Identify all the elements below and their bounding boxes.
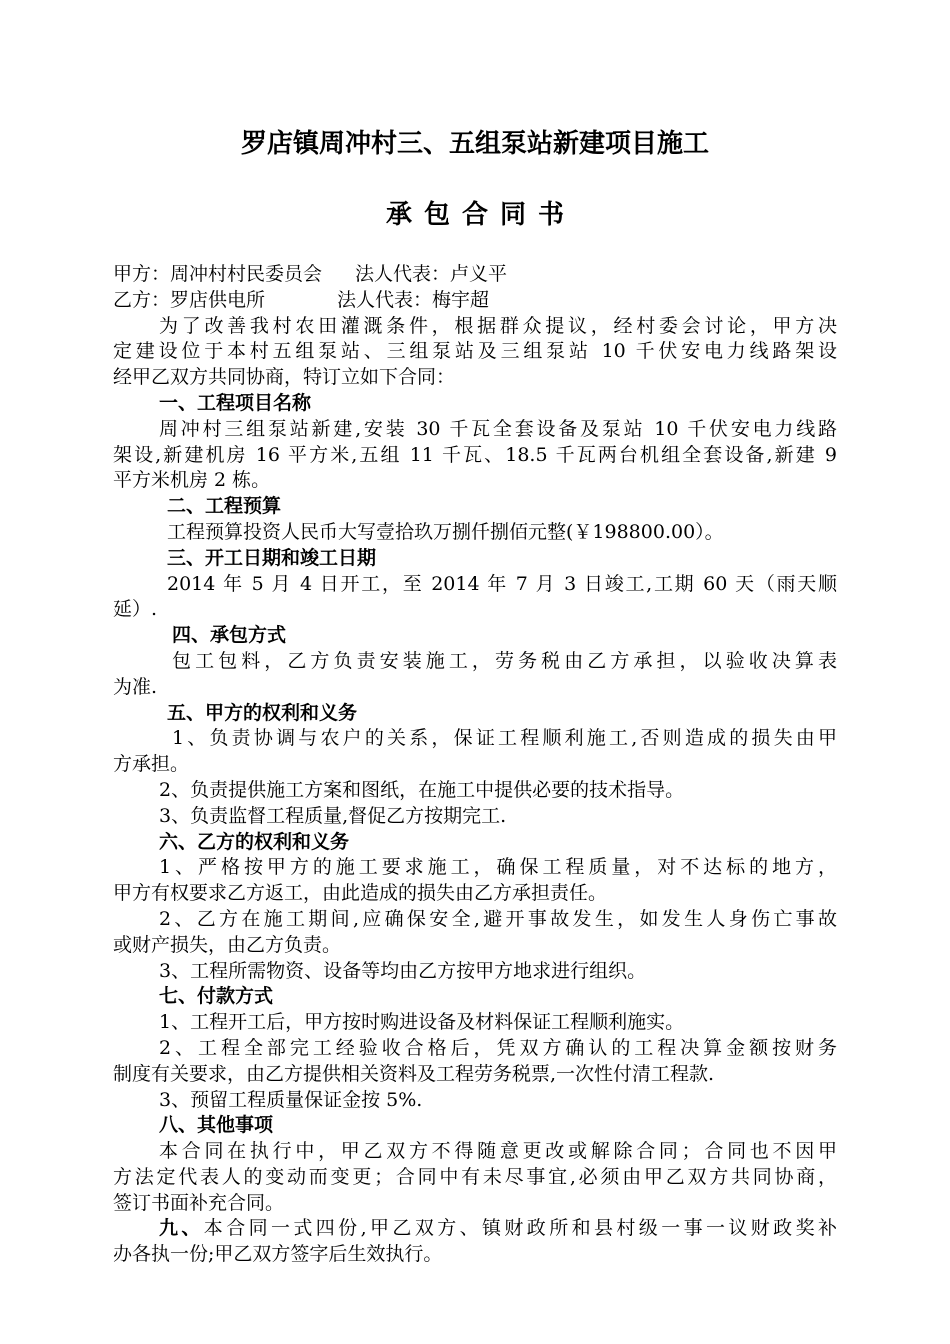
section-line: 方法定代表人的变动而变更；合同中有未尽事宜,必须由甲乙双方共同协商， <box>113 1165 837 1188</box>
section-line: 2、负责提供施工方案和图纸，在施工中提供必要的技术指导。 <box>159 778 685 801</box>
section-line: 1、负责协调与农户的关系，保证工程顺利施工,否则造成的损失由甲 <box>172 727 837 750</box>
intro-line: 为了改善我村农田灌溉条件，根据群众提议，经村委会讨论，甲方决 <box>159 314 837 337</box>
section-line: 2、工程全部完工经验收合格后，凭双方确认的工程决算金额按财务 <box>159 1036 837 1059</box>
party-b-line <box>113 288 837 314</box>
party-a-name: 甲方：周冲村村民委员会 <box>113 263 323 285</box>
section-line: 或财产损失，由乙方负责。 <box>113 933 342 956</box>
section-line: 1、严格按甲方的施工要求施工，确保工程质量，对不达标的地方， <box>159 856 837 879</box>
section-line: 制度有关要求，由乙方提供相关资料及工程劳务税票,一次性付清工程款. <box>113 1062 715 1085</box>
document-subtitle: 承包合同书 <box>385 200 576 230</box>
section-heading: 九、 <box>159 1217 204 1240</box>
section-line: 办各执一份;甲乙双方签字后生效执行。 <box>113 1243 443 1266</box>
intro-line: 经甲乙双方共同协商，特订立如下合同： <box>113 366 456 389</box>
party-a-line <box>113 262 837 288</box>
section-line-text: 本合同一式四份,甲乙双方、镇财政所和县村级一事一议财政奖补 <box>203 1217 837 1240</box>
party-b-representative: 法人代表：梅宇超 <box>337 288 490 311</box>
section-heading: 六、乙方的权利和义务 <box>159 830 350 853</box>
section-line: 工程预算投资人民币大写壹拾玖万捌仟捌佰元整(￥198800.00）。 <box>167 520 724 543</box>
section-line: 本合同在执行中，甲乙双方不得随意更改或解除合同；合同也不因甲 <box>159 1140 837 1163</box>
section-heading: 四、承包方式 <box>172 624 287 647</box>
section-line: 1、工程开工后，甲方按时购进设备及材料保证工程顺利施实。 <box>159 1011 685 1034</box>
section-line: 签订书面补充合同。 <box>113 1191 285 1214</box>
section-line: 包工包料，乙方负责安装施工，劳务税由乙方承担，以验收决算表 <box>172 649 837 672</box>
section-line: 方承担。 <box>113 753 190 776</box>
section-line: 3、负责监督工程质量,督促乙方按期完工. <box>159 804 507 827</box>
section-line: 3、预留工程质量保证金按 5%. <box>159 1088 423 1111</box>
section-line: 为准. <box>113 675 158 698</box>
section-line: 甲方有权要求乙方返工，由此造成的损失由乙方承担责任。 <box>113 882 608 905</box>
section-heading: 五、甲方的权利和义务 <box>167 701 358 724</box>
party-a-representative: 法人代表：卢义平 <box>355 263 508 285</box>
section-heading: 七、付款方式 <box>159 985 274 1008</box>
intro-line: 定建设位于本村五组泵站、三组泵站及三组泵站 10 千伏安电力线路架设 <box>113 340 837 363</box>
section-heading: 三、开工日期和竣工日期 <box>167 546 377 569</box>
section-heading: 八、其他事项 <box>159 1114 274 1137</box>
contract-body <box>113 262 837 1268</box>
section-line: 3、工程所需物资、设备等均由乙方按甲方地求进行组织。 <box>159 959 647 982</box>
section-line <box>113 1216 837 1242</box>
section-line: 架设,新建机房 16 平方米,五组 11 千瓦、18.5 千瓦两台机组全套设备,新建 9 <box>113 443 837 466</box>
section-line: 2、乙方在施工期间,应确保安全,避开事故发生，如发生人身伤亡事故 <box>159 907 837 930</box>
section-line: 2014 年 5 月 4 日开工，至 2014 年 7 月 3 日竣工,工期 60 天（雨天顺 <box>167 572 837 595</box>
section-line: 平方米机房 2 栋。 <box>113 469 271 492</box>
section-heading: 一、工程项目名称 <box>159 391 312 414</box>
section-line: 延）. <box>113 598 158 621</box>
party-b-name: 乙方：罗店供电所 <box>113 288 266 311</box>
section-heading: 二、工程预算 <box>167 495 282 518</box>
section-line: 周冲村三组泵站新建,安装 30 千瓦全套设备及泵站 10 千伏安电力线路 <box>159 417 837 440</box>
document-title: 罗店镇周冲村三、五组泵站新建项目施工 <box>240 129 709 159</box>
